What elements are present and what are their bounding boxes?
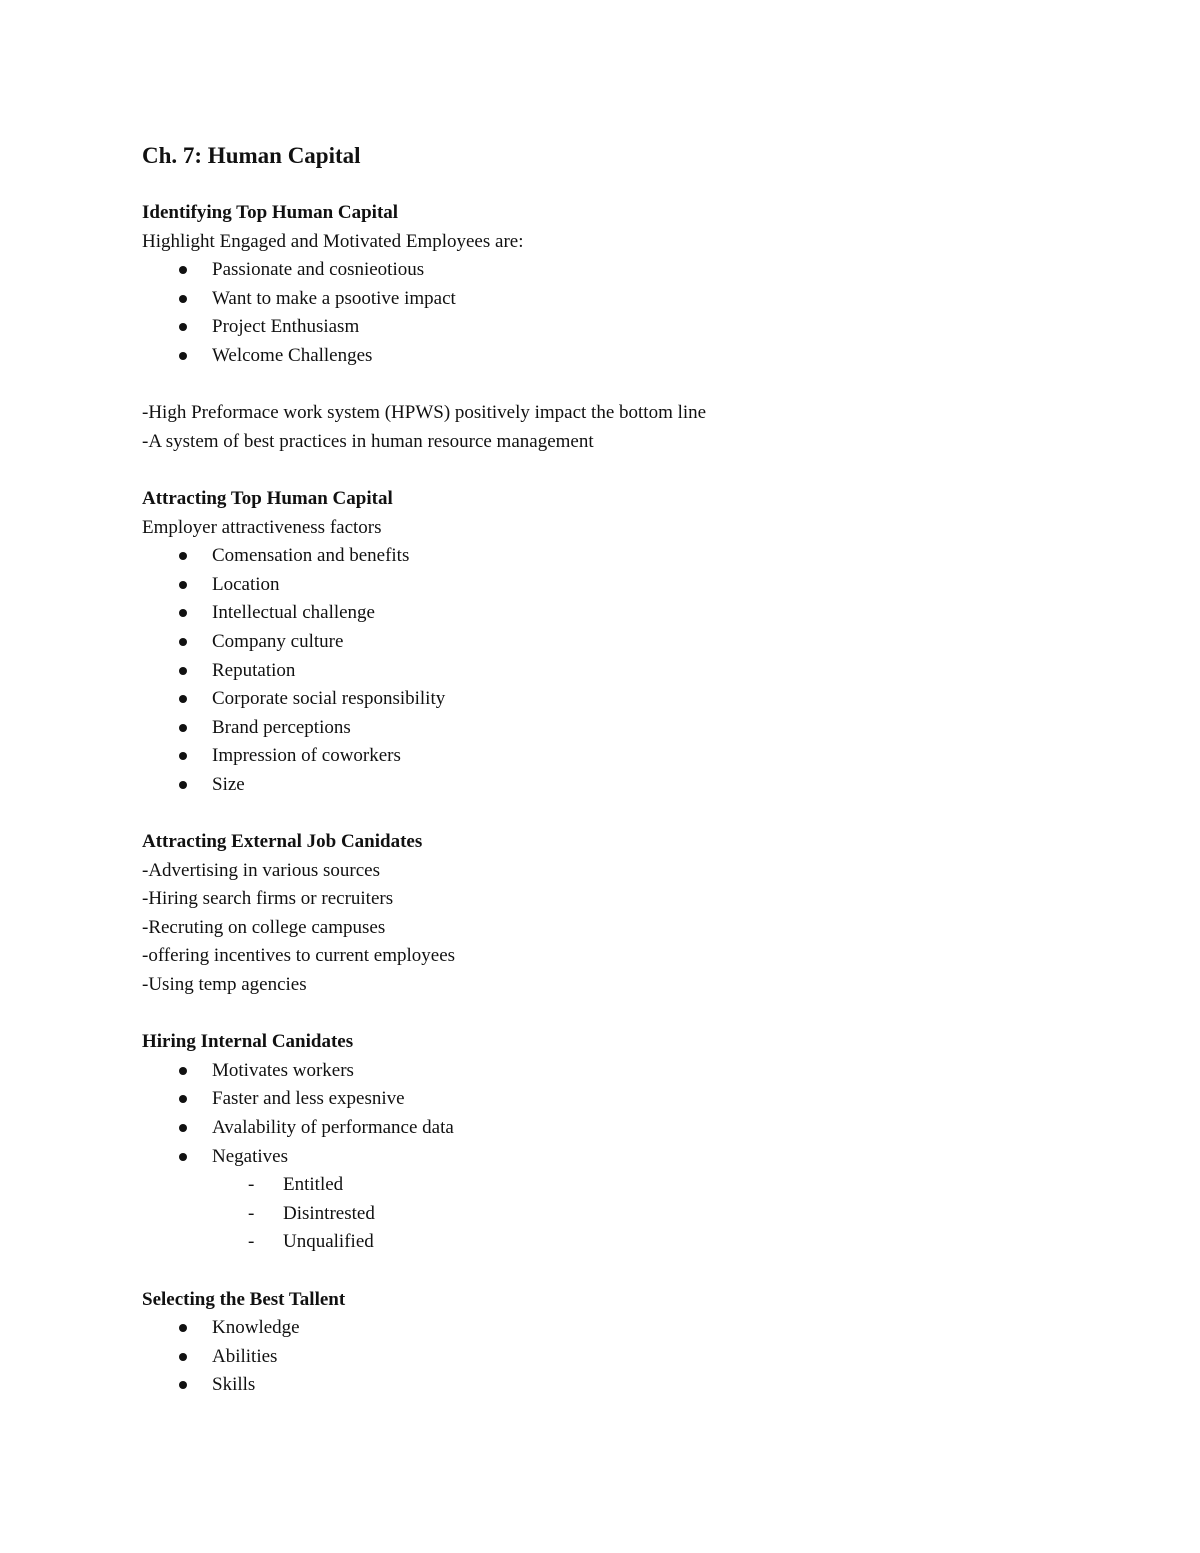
bullet-icon	[179, 1124, 187, 1132]
list-item: Welcome Challenges	[142, 342, 1102, 371]
dash-marker: -	[248, 1174, 255, 1196]
text-line: -Hiring search firms or recruiters	[142, 888, 394, 910]
list-item: Brand perceptions	[142, 714, 1102, 743]
bullet-icon	[179, 667, 187, 675]
list-item: Reputation	[142, 657, 1102, 686]
document-body	[142, 140, 1102, 1400]
bullet-icon	[179, 352, 187, 360]
bullet-icon	[179, 295, 187, 303]
note-line: -High Preformace work system (HPWS) positively impact the bottom line	[142, 402, 707, 424]
bullet-icon	[179, 1095, 187, 1103]
list-item: Faster and less expesnive	[142, 1085, 1102, 1114]
sub-list-item: - Disintrested	[142, 1200, 1102, 1229]
section-heading: Attracting External Job Canidates	[142, 831, 423, 853]
bullet-list	[142, 256, 1102, 370]
bullet-icon	[179, 552, 187, 560]
bullet-list	[142, 1057, 1102, 1171]
bullet-icon	[179, 1153, 187, 1161]
sub-list-item: - Entitled	[142, 1171, 1102, 1200]
bullet-icon	[179, 1324, 187, 1332]
bullet-list	[142, 542, 1102, 799]
bullet-icon	[179, 695, 187, 703]
list-item: Size	[142, 771, 1102, 800]
list-item: Location	[142, 571, 1102, 600]
list-item: Project Enthusiasm	[142, 313, 1102, 342]
list-item: Skills	[142, 1371, 1102, 1400]
bullet-icon	[179, 266, 187, 274]
bullet-icon	[179, 781, 187, 789]
list-item: Comensation and benefits	[142, 542, 1102, 571]
section-heading: Attracting Top Human Capital	[142, 487, 393, 509]
section-identifying-top-human-capital	[142, 199, 1102, 456]
section-hiring-internal-canidates	[142, 1028, 1102, 1257]
list-item: Avalability of performance data	[142, 1114, 1102, 1143]
section-attracting-top-human-capital	[142, 485, 1102, 800]
page-title: Ch. 7: Human Capital	[142, 143, 361, 168]
bullet-icon	[179, 609, 187, 617]
section-heading: Selecting the Best Tallent	[142, 1288, 346, 1310]
section-selecting-the-best-tallent	[142, 1286, 1102, 1400]
section-intro: Highlight Engaged and Motivated Employees are:	[142, 230, 524, 252]
note-line: -A system of best practices in human resource management	[142, 430, 594, 452]
sub-list-item: - Unqualified	[142, 1228, 1102, 1257]
list-item: Company culture	[142, 628, 1102, 657]
dash-marker: -	[248, 1202, 255, 1224]
bullet-icon	[179, 323, 187, 331]
bullet-icon	[179, 638, 187, 646]
section-attracting-external-job-canidates	[142, 828, 1102, 1000]
text-line: -Recruting on college campuses	[142, 916, 386, 938]
bullet-icon	[179, 724, 187, 732]
list-item: Abilities	[142, 1343, 1102, 1372]
text-line: -offering incentives to current employees	[142, 945, 456, 967]
text-line: -Using temp agencies	[142, 974, 307, 996]
list-item: Intellectual challenge	[142, 599, 1102, 628]
list-item: Negatives	[142, 1143, 1102, 1172]
list-item: Knowledge	[142, 1314, 1102, 1343]
sub-list	[142, 1171, 1102, 1257]
bullet-icon	[179, 581, 187, 589]
bullet-list	[142, 1314, 1102, 1400]
text-line: -Advertising in various sources	[142, 859, 380, 881]
bullet-icon	[179, 1067, 187, 1075]
bullet-icon	[179, 752, 187, 760]
dash-marker: -	[248, 1231, 255, 1253]
list-item: Impression of coworkers	[142, 742, 1102, 771]
section-intro: Employer attractiveness factors	[142, 516, 382, 538]
bullet-icon	[179, 1353, 187, 1361]
section-heading: Identifying Top Human Capital	[142, 202, 399, 223]
list-item: Corporate social responsibility	[142, 685, 1102, 714]
section-heading: Hiring Internal Canidates	[142, 1031, 354, 1053]
bullet-icon	[179, 1381, 187, 1389]
list-item: Want to make a psootive impact	[142, 285, 1102, 314]
list-item: Motivates workers	[142, 1057, 1102, 1086]
list-item: Passionate and cosnieotious	[142, 256, 1102, 285]
